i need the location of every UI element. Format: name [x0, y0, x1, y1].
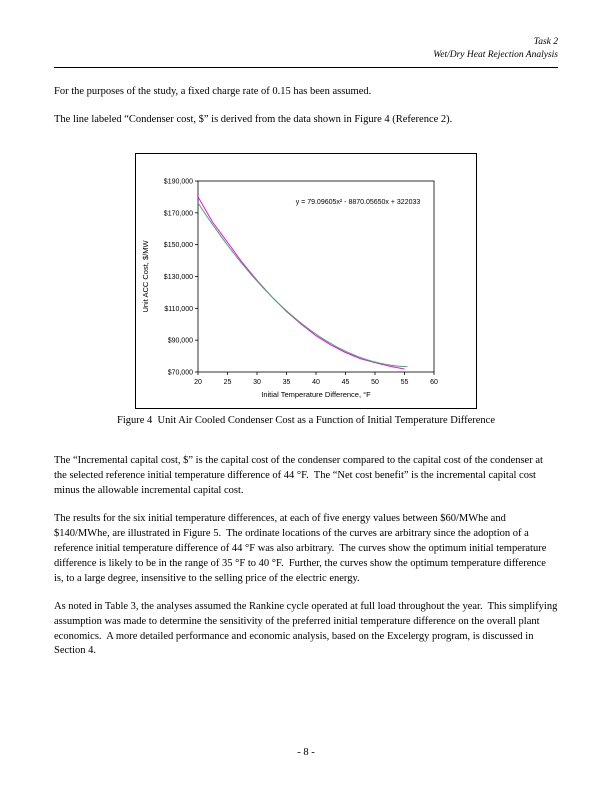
paragraph-fixed-charge-rate: For the purposes of the study, a fixed charge rate of 0.15 has been assumed. — [54, 85, 372, 97]
figure4-chart — [136, 154, 476, 408]
svg-text:40: 40 — [312, 379, 320, 387]
svg-text:$130,000: $130,000 — [163, 274, 193, 282]
svg-text:$150,000: $150,000 — [163, 242, 193, 250]
page-header — [54, 36, 558, 68]
document-body-continued — [54, 454, 558, 659]
svg-text:35: 35 — [282, 379, 291, 387]
paragraph-condenser-cost-line: The line labeled “Condenser cost, $” is derived from the data shown in Figure 4 (Reference 2). — [54, 113, 453, 125]
svg-text:45: 45 — [341, 379, 350, 387]
svg-text:50: 50 — [371, 379, 379, 387]
figure4-caption: Figure 4 Unit Air Cooled Condenser Cost as a Function of Initial Temperature Difference — [117, 415, 495, 427]
svg-text:30: 30 — [253, 379, 261, 387]
svg-text:y = 79.09605x² - 8870.05650x +: y = 79.09605x² - 8870.05650x + 322033 — [295, 199, 421, 207]
svg-text:$190,000: $190,000 — [163, 178, 193, 186]
paragraph-results-figure5: The results for the six initial temperature differences, at each of five energy values between $60/MWhe and $140/MWhe, are illustrated in Figure 5. The ordinate locations of the curves are arbitrary since the adoption of a reference initial temperature difference of 44 °F was also arbitrary. The curves show the optimum initial temperature difference is likely to be in the range of 35 °F to 40 °F. Further, the curves show the optimum temperature difference is, to a large degree, insensitive to the selling price of the electric energy. — [54, 513, 549, 584]
svg-text:$70,000: $70,000 — [167, 369, 193, 377]
page-number: - 8 - — [297, 747, 315, 758]
header-report-title: Wet/Dry Heat Rejection Analysis — [433, 49, 558, 60]
svg-text:$90,000: $90,000 — [167, 338, 193, 346]
header-task-label: Task 2 — [533, 37, 558, 47]
paragraph-incremental-capital-cost: The “Incremental capital cost, $” is the capital cost of the condenser compared to the capital cost of the condenser at the selected reference initial temperature difference of 44 °F. The “Net cost benefit” is the incremental capital cost minus the allowable incremental capital cost. — [54, 455, 546, 497]
document-body — [54, 85, 558, 128]
svg-text:25: 25 — [223, 379, 232, 387]
svg-text:$170,000: $170,000 — [163, 210, 193, 218]
figure4-container — [135, 153, 477, 409]
svg-text:55: 55 — [400, 379, 409, 387]
paragraph-rankine-assumption: As noted in Table 3, the analyses assumed the Rankine cycle operated at full load throughout the year. This simplifying assumption was made to determine the sensitivity of the preferred initial temperature difference on the overall plant economics. A more detailed performance and economic analysis, based on the Excelergy program, is discussed in Section 4. — [54, 600, 560, 657]
svg-text:20: 20 — [194, 379, 202, 387]
svg-text:Initial Temperature Difference: Initial Temperature Difference, °F — [261, 390, 371, 400]
svg-text:60: 60 — [430, 379, 438, 387]
svg-text:Unit ACC Cost, $/MW: Unit ACC Cost, $/MW — [141, 240, 150, 313]
svg-text:$110,000: $110,000 — [164, 306, 193, 314]
